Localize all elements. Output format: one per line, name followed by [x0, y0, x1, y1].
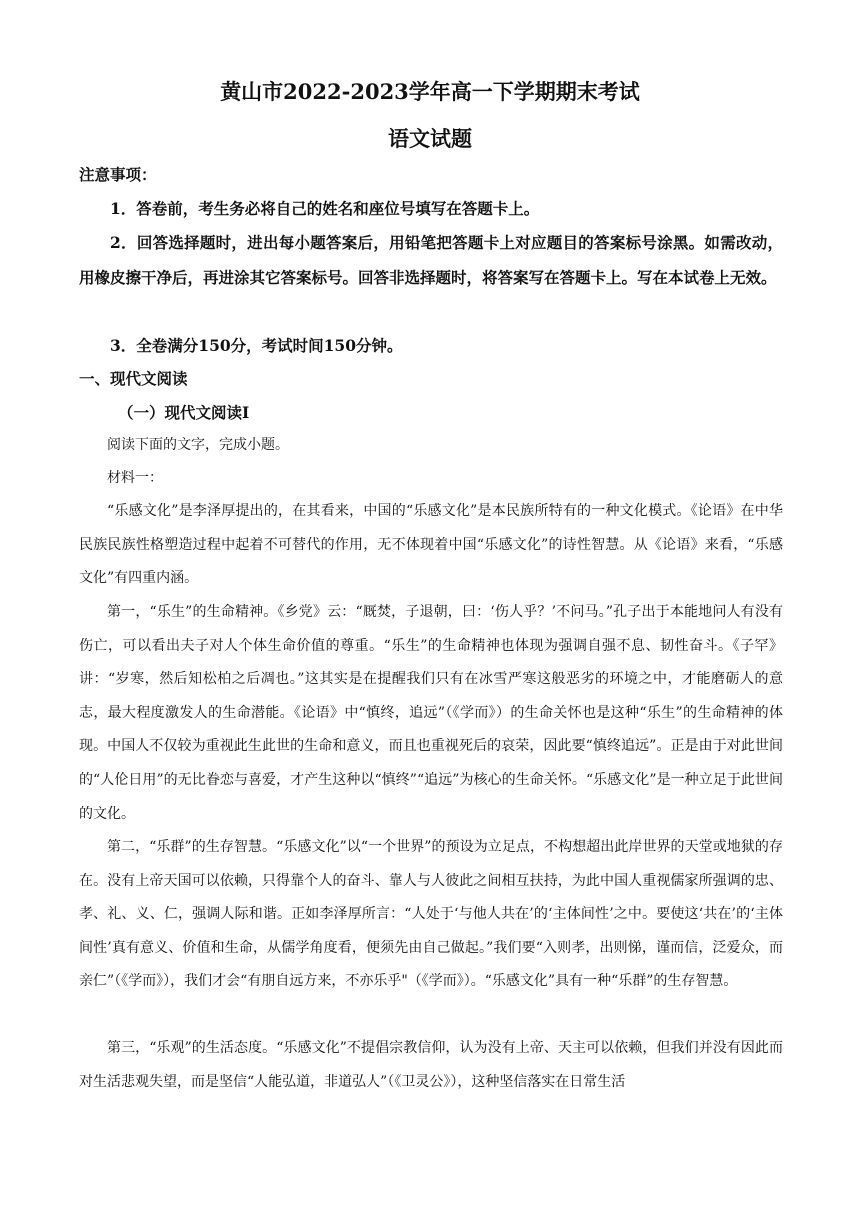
document-subtitle: 语文试题: [388, 126, 472, 151]
paragraph-second: 第二，“乐群”的生存智慧。“乐感文化”以“一个世界”的预设为立足点，不构想超出此岸世界的天堂或地狱的存在。没有上帝天国可以依赖，只得靠个人的奋斗、靠人与人彼此之间相互扶持，为此中国人重视儒家所强调的忠、孝、礼、义、仁，强调人际和谐。正如李泽厚所言：“人处于‘与他人共在’的‘主体间性’之中。要使这‘共在’的‘主体间性’真有意义、价值和生命，从儒学角度看，便须先由自己做起。”我们要“入则孝，出则悌，谨而信，泛爱众，而亲仁”（《学而》），我们才会“有朋自远方来，不亦乐乎"（《学而》）。“乐感文化”具有一种“乐群”的生存智慧。: [79, 839, 783, 990]
notice-item-1: 1．答卷前，考生务必将自己的姓名和座位号填写在答题卡上。: [110, 199, 540, 218]
notice-item-2: 2．回答选择题时，进出每小题答案后，用铅笔把答题卡上对应题目的答案标号涂黑。如需改动，用橡皮擦干净后，再进涂其它答案标号。回答非选择题时，将答案写在答题卡上。写在本试卷上无效。: [79, 233, 783, 287]
section-subheading: （一）现代文阅读Ⅰ: [118, 403, 250, 422]
document-title: 黄山市2022-2023学年高一下学期期末考试: [220, 79, 640, 104]
paragraph-third: 第三，“乐观”的生活态度。“乐感文化”不提倡宗教信仰，认为没有上帝、天主可以依赖，但我们并没有因此而对生活悲观失望，而是坚信“人能弘道，非道弘人”（《卫灵公》），这种坚信落实在日常生活: [79, 1040, 783, 1090]
material-label: 材料一：: [107, 470, 163, 486]
paragraph-first: 第一，“乐生”的生命精神。《乡党》云：“厩焚，子退朝，曰：‘伤人乎？’不问马。”孔子出于本能地问人有没有伤亡，可以看出夫子对人个体生命价值的尊重。“乐生”的生命精神也体现为强调自强不息、韧性奋斗。《子罕》讲：“岁寒，然后知松柏之后凋也。”这其实是在提醒我们只有在冰雪严寒这般恶劣的环境之中，才能磨砺人的意志，最大程度激发人的生命潜能。《论语》中“慎终，追远”（《学而》）的生命关怀也是这种“乐生”的生命精神的体现。中国人不仅较为重视此生此世的生命和意义，而且也重视死后的哀荣，因此要“慎终追远”。正是由于对此世间的“人伦日用”的无比眷恋与喜爱，才产生这种以“慎终”“追远”为核心的生命关怀。“乐感文化”是一种立足于此世间的文化。: [79, 604, 783, 822]
notice-item-3: 3．全卷满分150分，考试时间150分钟。: [110, 336, 403, 355]
reading-instruction: 阅读下面的文字，完成小题。: [107, 437, 289, 453]
notice-heading: 注意事项：: [79, 165, 157, 184]
paragraph-intro: “乐感文化”是李泽厚提出的，在其看来，中国的“乐感文化”是本民族所特有的一种文化模式。《论语》在中华民族民族性格塑造过程中起着不可替代的作用，无不体现着中国“乐感文化”的诗性智慧。从《论语》来看，“乐感文化”有四重内涵。: [79, 503, 783, 587]
section-heading: 一、现代文阅读: [79, 369, 188, 388]
